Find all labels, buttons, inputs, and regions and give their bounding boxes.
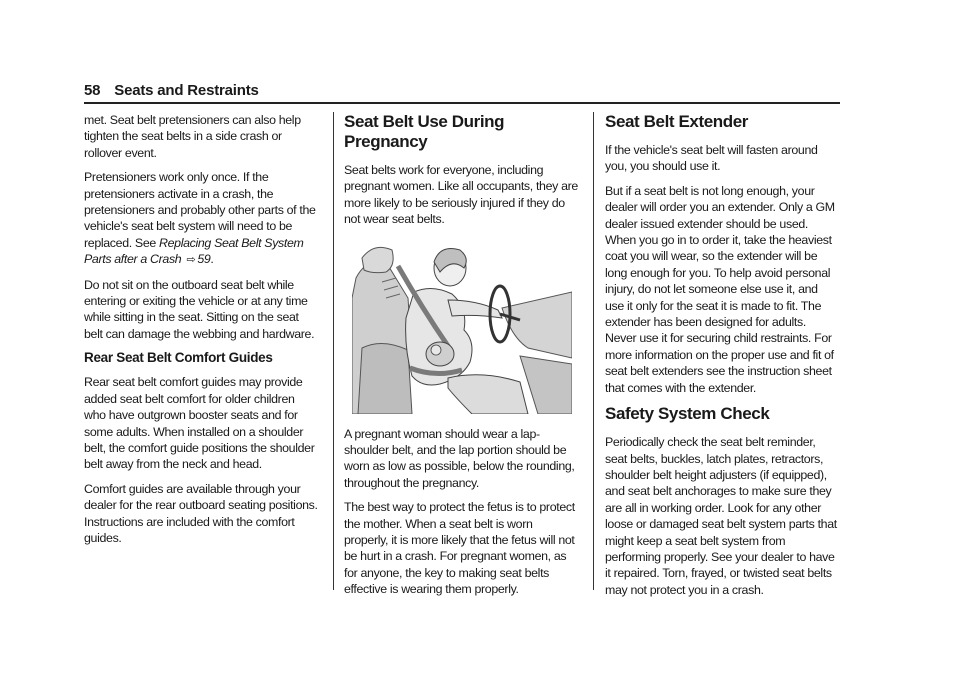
paragraph: But if a seat belt is not long enough, your dealer will order you an extender. Only a GM dealer issued extender should be used. When you go in to order it, take the heaviest coat you will wear, so the extender will be long enough for you. To help avoid personal injury, do not let someone else use it, and use it only for the seat it is made to fit. The extender has been designed for adults. Never use it for securing child restraints. For more information on the proper use and fit of seat belt extenders see the instruction sheet that comes with the extender. [605, 183, 835, 395]
paragraph: Seat belts work for everyone, including pregnant women. Like all occupants, they are more likely to be seriously injured if they do not wear seat belts. [344, 163, 578, 227]
header-rule [84, 102, 840, 104]
column-divider-2 [593, 112, 594, 590]
page-arrow-icon: ⇨ [186, 254, 196, 267]
page-number: 58 [84, 82, 101, 99]
paragraph-text: Pretensioners work only once. If the pretensioners activate in a crash, the pretensioners and probably other parts of the vehicle's seat belt system will need to be replaced. See [84, 170, 316, 250]
column-1 [84, 112, 318, 554]
section-title: Seats and Restraints [114, 82, 259, 99]
paragraph: If the vehicle's seat belt will fasten around you, you should use it. [605, 143, 818, 174]
paragraph-text: . [210, 252, 214, 267]
column-2 [344, 112, 578, 606]
column-3 [605, 112, 839, 606]
paragraph: The best way to protect the fetus is to protect the mother. When a seat belt is worn properly, it is more likely that the fetus will not be hurt in a crash. For pregnant women, as for anyone, the key to making seat belts effective is wearing them properly. [344, 500, 575, 597]
cross-reference-link[interactable]: Replacing Seat Belt System Parts after a Crash [84, 235, 304, 267]
pregnant-driver-illustration [352, 238, 572, 414]
section-heading: Seat Belt Use During Pregnancy [344, 112, 505, 151]
page-header [84, 82, 840, 99]
section-heading: Safety System Check [605, 404, 770, 424]
section-heading: Seat Belt Extender [605, 112, 749, 131]
cross-reference-page[interactable]: 59 [197, 252, 211, 267]
paragraph: Do not sit on the outboard seat belt while entering or exiting the vehicle or at any time while sitting in the seat. Sitting on the seat belt can damage the webbing and hardware. [84, 277, 315, 341]
column-divider-1 [333, 112, 334, 590]
subsection-heading: Rear Seat Belt Comfort Guides [84, 350, 273, 366]
paragraph: A pregnant woman should wear a lap-shoulder belt, and the lap portion should be worn as low as possible, below the rounding, throughout the pregnancy. [344, 426, 575, 490]
paragraph: Periodically check the seat belt reminder, seat belts, buckles, latch plates, retractors, shoulder belt height adjusters (if equipped), and seat belt anchorages to make sure they are all in working order. Look for any other loose or damaged seat belt system parts that might keep a seat belt system from performing properly. See your dealer to have it repaired. Torn, frayed, or twisted seat belts may not protect you in a crash. [605, 435, 837, 597]
paragraph: Comfort guides are available through your dealer for the rear outboard seating positions. Instructions are included with the comfort guides. [84, 481, 318, 545]
paragraph [84, 169, 318, 268]
paragraph: met. Seat belt pretensioners can also help tighten the seat belts in a side crash or rollover event. [84, 113, 301, 160]
paragraph: Rear seat belt comfort guides may provide added seat belt comfort for older children who have outgrown booster seats and for some adults. When installed on a shoulder belt, the comfort guide positions the shoulder belt away from the neck and head. [84, 375, 315, 472]
